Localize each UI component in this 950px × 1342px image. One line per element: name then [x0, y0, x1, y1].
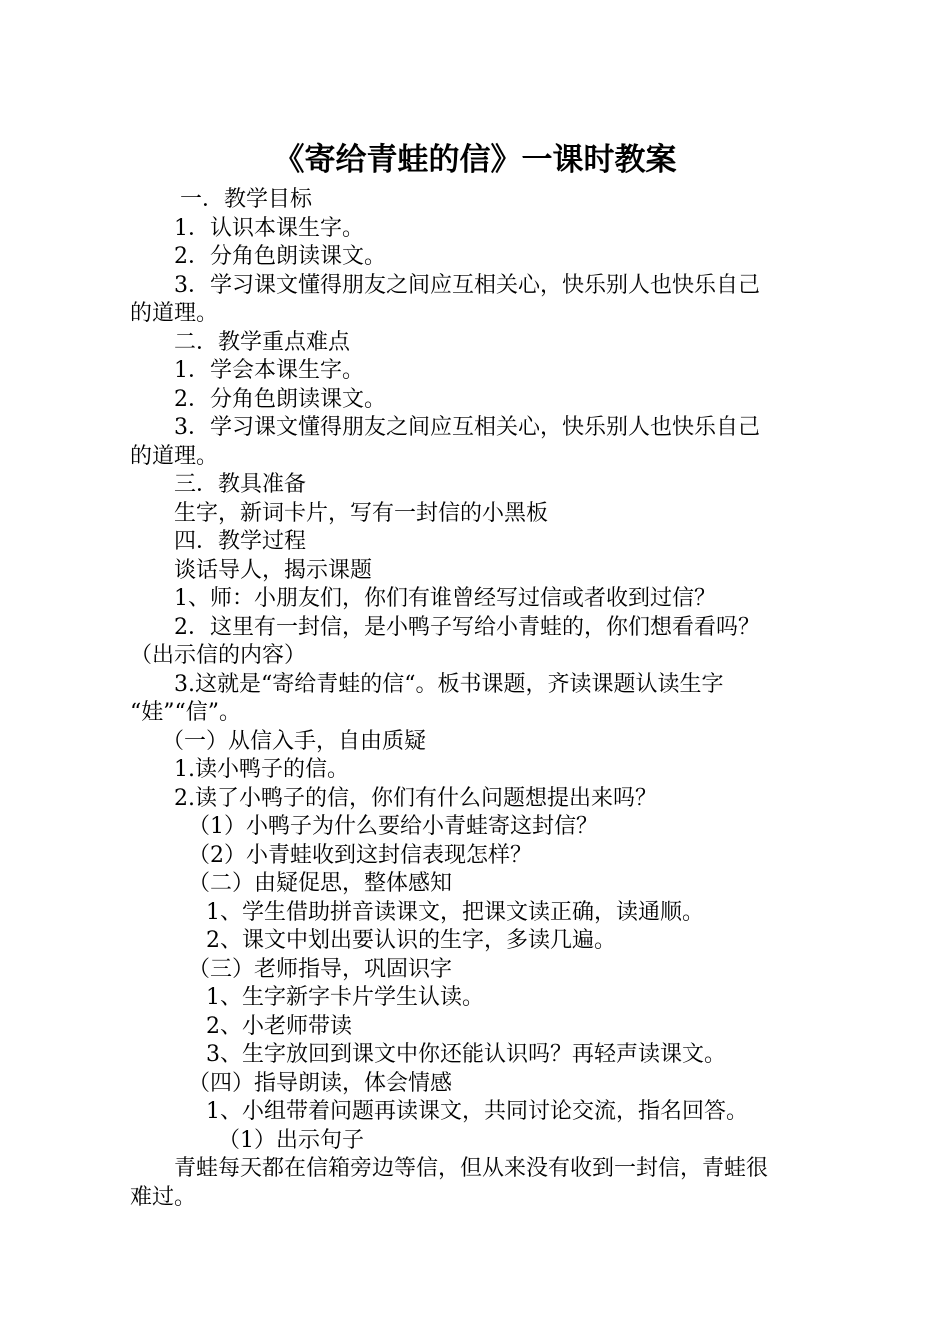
- subsection-heading: （四）指导朗读，体会情感: [188, 1070, 453, 1096]
- paragraph-line: 的道理。: [130, 301, 219, 326]
- paragraph-line: 3.这就是“寄给青蛙的信“。板书课题，齐读课题认读生字: [174, 671, 724, 697]
- paragraph-line: 3．学习课文懂得朋友之间应互相关心，快乐别人也快乐自己: [174, 415, 760, 440]
- paragraph-line: 难过。: [130, 1184, 197, 1210]
- paragraph-line: 1、生字新字卡片学生认读。: [206, 985, 484, 1010]
- paragraph-line: 3．学习课文懂得朋友之间应互相关心，快乐别人也快乐自己: [174, 272, 760, 298]
- paragraph-line: 1.读小鸭子的信。: [174, 757, 349, 782]
- paragraph-line: （出示信的内容）: [130, 643, 307, 668]
- paragraph-line: 青蛙每天都在信箱旁边等信，但从来没有收到一封信，青蛙很: [174, 1156, 769, 1181]
- document-body: [130, 186, 850, 1212]
- section-heading: 二．教学重点难点: [174, 329, 351, 355]
- paragraph-line: （2）小青蛙收到这封信表现怎样？: [188, 842, 532, 868]
- paragraph-line: 2．分角色朗读课文。: [174, 386, 386, 412]
- paragraph-line: 1．学会本课生字。: [174, 358, 364, 383]
- paragraph-line: 谈话导人，揭示课题: [174, 557, 373, 583]
- paragraph-line: 生字，新词卡片，写有一封信的小黑板: [174, 500, 549, 526]
- paragraph-line: 1、小组带着问题再读课文，共同讨论交流，指名回答。: [206, 1099, 748, 1124]
- paragraph-line: “娃”“信”。: [130, 700, 241, 725]
- subsection-heading: （一）从信入手，自由质疑: [162, 728, 427, 754]
- section-heading: 四．教学过程: [174, 529, 307, 554]
- paragraph-line: 2、小老师带读: [206, 1013, 352, 1039]
- section-heading: 一．教学目标: [180, 187, 313, 212]
- paragraph-line: （1）出示句子: [218, 1127, 364, 1153]
- subsection-heading: （二）由疑促思，整体感知: [188, 871, 453, 896]
- subsection-heading: （三）老师指导，巩固识字: [188, 956, 453, 982]
- paragraph-line: 的道理。: [130, 443, 219, 469]
- paragraph-line: （1）小鸭子为什么要给小青蛙寄这封信？: [188, 814, 598, 839]
- paragraph-line: 2、课文中划出要认识的生字，多读几遍。: [206, 928, 616, 953]
- paragraph-line: 2．分角色朗读课文。: [174, 244, 386, 269]
- paragraph-line: 2.读了小鸭子的信，你们有什么问题想提出来吗？: [174, 785, 657, 811]
- paragraph-line: 1、师：小朋友们，你们有谁曾经写过信或者收到过信？: [174, 586, 716, 611]
- paragraph-line: 3、生字放回到课文中你还能认识吗？再轻声读课文。: [206, 1042, 726, 1067]
- paragraph-line: 2．这里有一封信，是小鸭子写给小青蛙的，你们想看看吗？: [174, 614, 760, 640]
- paragraph-line: 1．认识本课生字。: [174, 215, 364, 241]
- paragraph-line: 1、学生借助拼音读课文，把课文读正确，读通顺。: [206, 899, 704, 925]
- document-title: 《寄给青蛙的信》一课时教案: [273, 142, 677, 178]
- section-heading: 三．教具准备: [174, 472, 307, 497]
